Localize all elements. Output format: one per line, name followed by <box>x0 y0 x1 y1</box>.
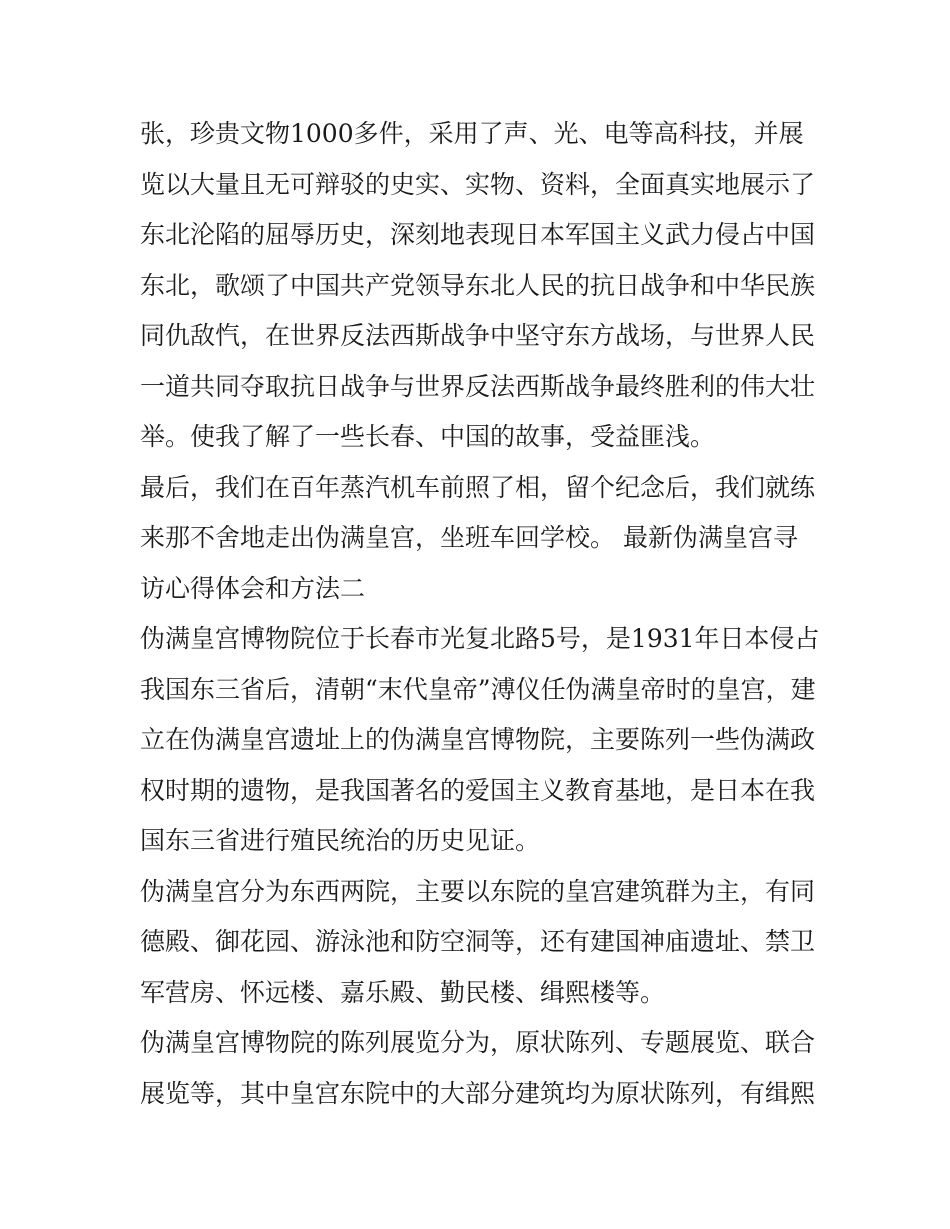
text-line: 同仇敌忾，在世界反法西斯战争中坚守东方战场，与世界人民 <box>140 321 816 350</box>
text-line: 访心得体会和方法二 <box>140 573 366 603</box>
text-line: 立在伪满皇宫遗址上的伪满皇宫博物院，主要陈列一些伪满政 <box>140 725 816 754</box>
document-body <box>140 109 820 1119</box>
text-line: 览以大量且无可辩驳的史实、实物、资料，全面真实地展示了 <box>140 169 816 199</box>
text-line: 伪满皇宫博物院位于长春市光复北路5号，是1931年日本侵占 <box>140 624 820 653</box>
text-line: 张，珍贵文物1000多件，采用了声、光、电等高科技，并展 <box>140 119 804 148</box>
text-line: 权时期的遗物，是我国著名的爱国主义教育基地，是日本在我 <box>140 775 816 805</box>
text-line: 我国东三省后，清朝“末代皇帝”溥仪任伪满皇帝时的皇宫，建 <box>140 674 816 704</box>
text-line: 军营房、怀远楼、嘉乐殿、勤民楼、缉熙楼等。 <box>140 977 666 1007</box>
text-line: 举。使我了解了一些长春、中国的故事，受益匪浅。 <box>140 422 716 451</box>
text-line: 伪满皇宫博物院的陈列展览分为，原状陈列、专题展览、联合 <box>140 1028 816 1057</box>
text-line: 展览等，其中皇宫东院中的大部分建筑均为原状陈列，有缉熙 <box>140 1078 816 1108</box>
text-line: 国东三省进行殖民统治的历史见证。 <box>140 826 541 855</box>
text-line: 德殿、御花园、游泳池和防空洞等，还有建国神庙遗址、禁卫 <box>140 927 816 956</box>
text-line: 一道共同夺取抗日战争与世界反法西斯战争最终胜利的伟大壮 <box>140 371 816 401</box>
text-line: 伪满皇宫分为东西两院，主要以东院的皇宫建筑群为主，有同 <box>140 876 816 906</box>
text-line: 东北沦陷的屈辱历史，深刻地表现日本军国主义武力侵占中国 <box>140 220 816 249</box>
text-line: 最后，我们在百年蒸汽机车前照了相，留个纪念后，我们就练 <box>140 472 816 502</box>
text-line: 来那不舍地走出伪满皇宫，坐班车回学校。 最新伪满皇宫寻 <box>140 523 798 552</box>
text-line: 东北，歌颂了中国共产党领导东北人民的抗日战争和中华民族 <box>140 270 816 300</box>
